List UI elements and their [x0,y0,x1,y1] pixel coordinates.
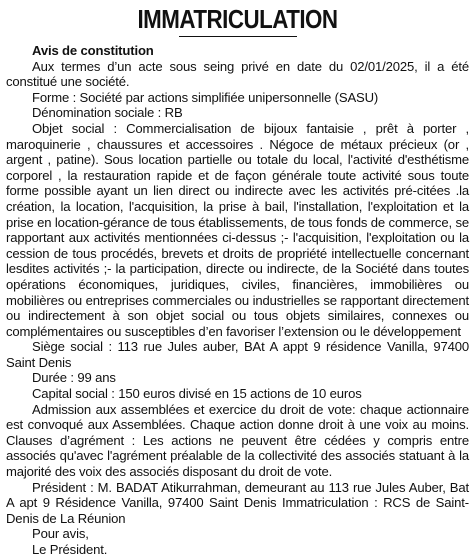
paragraph-forme: Forme : Société par actions simplifiée unipersonnelle (SASU) [32,89,379,105]
notice-body [6,43,469,558]
paragraph-admission: Admission aux assemblées et exercice du droit de vote: chaque actionnaire est convoqué aux Assemblées. Chaque action donne droit à une voix au moins. Clauses d’agrément : Les actions ne peuvent être cédées y compris entre associés qu'avec l'agrément préalable de la collectivité des associés statuant à la majorité des voix des associés disposant du droit de vote. [6,401,469,480]
paragraph-siege-social: Siège social : 113 rue Jules auber, BAt A appt 9 résidence Vanilla, 97400 Saint Denis [6,339,469,370]
notice-title: IMMATRICULATION [137,4,338,34]
paragraph-duree: Durée : 99 ans [32,370,116,386]
notice-subheading: Avis de constitution [32,43,154,58]
paragraph-capital: Capital social : 150 euros divisé en 15 actions de 10 euros [32,386,362,402]
paragraph-denomination: Dénomination sociale : RB [32,105,183,121]
signature-line: Le Président. [32,542,108,557]
closing-line: Pour avis, [32,526,89,542]
paragraph-president: Président : M. BADAT Atikurrahman, demeurant au 113 rue Jules Auber, Bat A apt 9 Résidence Vanilla, 97400 Saint Denis Immatriculation : RCS de Saint-Denis de La Réunion [6,479,469,526]
paragraph-preamble: Aux termes d’un acte sous seing privé en date du 02/01/2025, il a été constitué une société. [6,58,469,90]
title-underline [179,36,297,37]
paragraph-objet-social: Objet social : Commercialisation de bijoux fantaisie , prêt à porter , maroquinerie , chaussures et accessoires . Négoce de métaux précieux (or , argent , patine). Sous location partielle ou totale du local, l'activité d'esthétisme corporel , la restauration rapide et de façon générale toute activité sous toute forme possible ayant un lien direct ou indirecte avec les activités pré-citées .la création, la location, l'acquisition, la prise à bail, l'installation, l'exploitation et la prise en location-gérance de tous établissements, de tous fonds de commerce, se rapportant aux activités mentionnées ci-dessus ;- l'acquisition, l'exploitation ou la cession de tous procédés, brevets et droits de propriété intellectuelle concernant lesdites activités ;- la participation, directe ou indirecte, de la Société dans toutes opérations économiques, juridiques, civiles, financières, immobilières ou mobilières ou entreprises commerciales ou industrielles se rapportant directement ou indirectement à son objet social ou tous objets similaires, connexes ou complémentaires ou susceptibles d’en favoriser l’extension ou le développement [6,120,469,339]
